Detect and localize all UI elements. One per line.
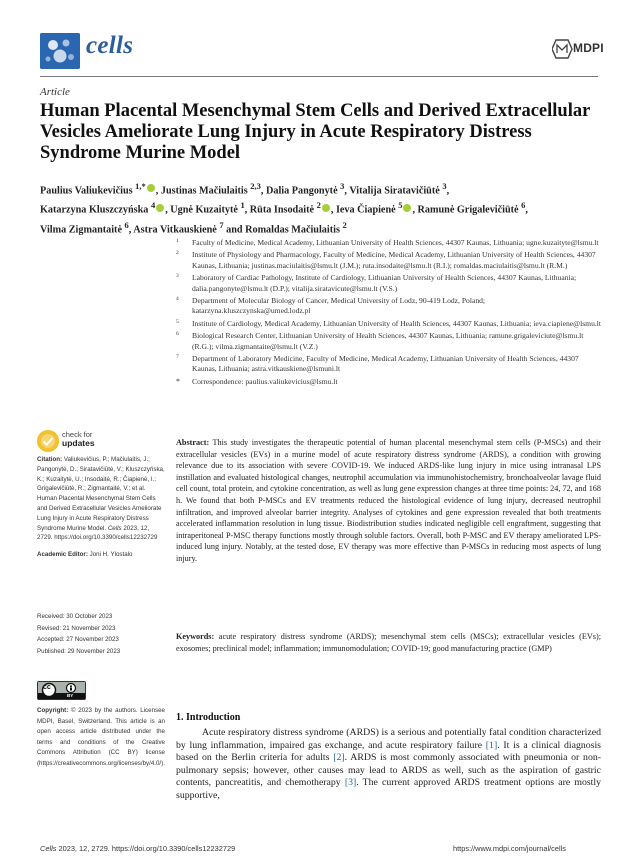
check-for-updates-icon[interactable] [37, 430, 59, 452]
intro-text: . The current approved ARDS treatment options are mostly supportive, [176, 777, 601, 801]
by-text: BY [67, 693, 74, 698]
affiliation-number: * [176, 376, 180, 386]
affiliation-item [176, 331, 601, 352]
citation-label: Citation: [37, 456, 63, 463]
affiliation-number: 7 [176, 354, 179, 361]
keywords-text: acute respiratory distress syndrome (ARDS); mesenchymal stem cells (MSCs); extracellular vesicles (EVs); exosomes; preclinical model; inflammation; immunomodulation; COVID-19; good manufacturing practice (GMP) [176, 632, 601, 653]
affiliation-item [176, 250, 601, 271]
author-sup: 3 [340, 181, 345, 191]
article-title: Human Placental Mesenchymal Stem Cells and Derived Extracellular Vesicles Ameliorate Lung Injury in Acute Respiratory Distress Syndrome Murine Model [40, 101, 590, 163]
author: Paulius Valiukevičius [40, 185, 136, 197]
author: , Ramunė Grigalevičiūtė [412, 204, 522, 216]
author-list: Paulius Valiukevičius $^{1,*}$ , Justinas Mačiulaitis $^{2,3}$, Dalia Pangonytė $^3$, Vitalija Siratavičiūtė $^3$, Katarzyna Kluszczyńska $^4$ , Ugnė Kuzaitytė $^1$, Rūta Insodaitė $^2$ , Ieva Čiapienė $^5$ , Ramunė Grigalevičiūtė $^6$, Vilma Zigmantaitė $^6$, Astra Vitkauskienė $^7$ and Romaldas Mačiulaitis $^2$ [40, 181, 528, 236]
citation-link[interactable]: [2] [333, 752, 345, 764]
author: , Astra Vitkauskienė [128, 224, 220, 236]
author-sup: 4 [150, 200, 156, 211]
affiliation-item [176, 319, 601, 329]
footer-citation [40, 844, 235, 853]
author: , Ugnė Kuzaitytė [165, 204, 241, 216]
affiliation-number: 3 [176, 273, 179, 280]
orcid-icon[interactable] [322, 204, 330, 212]
citation-text: Valiukevičius, P.; Mačiulaitis, J.; Pangonytė, D.; Siratavičiūtė, V.; Kluszczyńska, K.; Kuzaitytė, U.; Insodaitė, R.; Čiapienė, I.; Grigalevičiūtė, R.; Zigmantaitė, V.; et al. Human Placental Mesenchymal Stem Cells and Derived Extracellular Vesicles Ameliorate Lung Injury in Acute Respiratory Distress Syndrome Murine Model. [37, 456, 165, 532]
footer-doi[interactable]: 2023, 12, 2729. https://doi.org/10.3390/cells12232729 [56, 844, 236, 853]
orcid-icon[interactable] [156, 204, 164, 212]
correspondence-text[interactable]: Correspondence: paulius.valiukevicius@lsmu.lt [192, 376, 338, 386]
citation-link[interactable]: [3] [344, 777, 357, 789]
intro-text: . ARDS is most commonly associated with pneumonia or non-pulmonary sepsis; however, other causes may lead to ARDS as well, such as the aspiration of gastric contents, pancreatitis, and chemotherapy [176, 752, 601, 789]
section-heading: 1. Introduction [176, 712, 241, 723]
correspondence-item [176, 377, 601, 387]
date-revised: Revised: 21 November 2023 [37, 624, 116, 632]
abstract [176, 437, 601, 565]
academic-editor [37, 550, 165, 560]
copyright-text: © 2023 by the authors. Licensee MDPI, Basel, Switzerland. This article is an open access article distributed under the terms and conditions of the Creative Commons Attribution (CC BY) license (https://creativecommons.org/licenses/by/4.0/). [37, 707, 165, 767]
copyright-notice [37, 706, 165, 770]
copyright-label: Copyright: [37, 707, 69, 714]
date-published: Published: 29 November 2023 [37, 648, 121, 656]
article-type: Article [40, 86, 70, 98]
author: , Justinas Mačiulaitis [155, 185, 251, 197]
affiliation-item [176, 238, 601, 248]
abstract-text: This study investigates the therapeutic potential of human placental mesenchymal stem cells (P-MSCs) and their extracellular vesicles (EVs) in a murine model of acute respiratory distress syndrome (ARDS), a condition with growing relevance due to its association with severe COVID-19. We induced ARDS-like lung injury in mice using intranasal LPS instillation and evaluated histological changes, neutrophil accumulation via immunohistochemistry, bronchoalveolar lavage fluid cell count, total protein, and cytokine concentration, as well as lung gene expression changes at three time points: 24, 72, and 168 h. We found that both P-MSCs and EV treatments reduced the histological evidence of lung injury, decreased neutrophil infiltration, and improved alveolar barrier integrity. Analyses of cytokines and gene expression revealed that both treatments accelerated inflammation resolution in lung tissue. Biodistribution studies indicated negligible cell engraftment, suggesting that intraperitoneal P-MSC therapy functions mostly through soluble factors. Overall, both P-MSC and EV therapy ameliorated LPS-induced lung injury. Notably, at the tested dose, EV therapy was more effective than P-MSCs in reducing most aspects of lung injury. [176, 438, 601, 563]
affiliation-number: 6 [176, 331, 179, 338]
citation-journal: Cells [107, 524, 122, 532]
intro-text: . It is a clinical diagnosis based on the Berlin criteria for adults [176, 739, 601, 764]
author-sup: 7 [219, 219, 224, 230]
affiliations [176, 238, 601, 389]
affiliation-number: 2 [176, 250, 179, 257]
cells-logo-icon [40, 33, 80, 69]
editor-label: Academic Editor: [37, 551, 88, 559]
author-sup: 6 [124, 219, 129, 230]
affiliation-text: Institute of Cardiology, Medical Academy, Lithuanian University of Health Sciences, 44307 Kaunas, Lithuania; ieva.ciapiene@lsmu.lt [192, 318, 602, 328]
orcid-icon[interactable] [403, 204, 411, 212]
date-accepted: Accepted: 27 November 2023 [37, 636, 119, 644]
journal-name: cells [86, 32, 134, 59]
author-sup: 1,* [135, 181, 146, 191]
citation-block [37, 455, 165, 560]
mdpi-wordmark: MDPI [573, 41, 604, 55]
affiliation-number: 4 [176, 296, 179, 303]
citation-link[interactable]: [1] [485, 739, 498, 751]
author: , Rūta Insodaitė [244, 204, 317, 216]
footer-journal: Cells [40, 844, 57, 853]
header-divider [40, 76, 598, 77]
check-mark-icon [37, 430, 59, 452]
updates-label: updates [62, 438, 95, 448]
history-dates [37, 611, 167, 658]
affiliation-text: Institute of Physiology and Pharmacology, Faculty of Medicine, Medical Academy, Lithuanian University of Health Sciences, 44307 Kaunas, Lithuania; justinas.maciulaitis@lsmu.lt (J.M.); ruta.insodaite@lsmu.lt (R.I.); romaldas.maciulaitis@lsmu.lt (R.M.) [192, 250, 596, 270]
affiliation-number: 5 [176, 318, 179, 325]
author-sup: 6 [521, 200, 526, 211]
affiliation-text: Biological Research Center, Lithuanian University of Health Sciences, 44307 Kaunas, Lithuania; ramune.grigaleviciute@lsmu.lt (R.G.); vilma.zigmantaite@lsmu.lt (V.Z.) [192, 331, 584, 351]
author-sup: 2,3 [250, 181, 261, 191]
date-received: Received: 30 October 2023 [37, 613, 113, 620]
author: , Dalia Pangonytė [260, 185, 341, 197]
affiliation-item [176, 296, 601, 317]
keywords [176, 631, 601, 654]
author: Vilma Zigmantaitė [40, 224, 125, 236]
author-sup: 1 [240, 200, 245, 211]
mdpi-logo [552, 38, 608, 60]
cc-text: cc [43, 684, 51, 691]
journal-logo [40, 33, 80, 69]
affiliation-text: Faculty of Medicine, Medical Academy, Lithuanian University of Health Sciences, 44307 Kaunas, Lithuania; ugne.kuzaityte@lsmu.lt [192, 238, 599, 247]
affiliation-text: Department of Laboratory Medicine, Faculty of Medicine, Medical Academy, Lithuanian University of Health Sciences, 44307 Kaunas, Lithuania; astra.vitkauskiene@lsmuni.lt [192, 354, 579, 374]
affiliation-item [176, 354, 601, 375]
introduction-paragraph [176, 727, 601, 803]
affiliation-text: Department of Molecular Biology of Cancer, Medical University of Lodz, 90-419 Lodz, Poland; katarzyna.kluszczynska@umed.lodz.pl [192, 296, 486, 316]
affiliation-text: Laboratory of Cardiac Pathology, Institute of Cardiology, Lithuanian University of Health Sciences, 44307 Kaunas, Lithuania; dalia.pangonyte@lsmu.lt (D.P.); vitalija.siratavicute@lsmu.lt (V.S.) [192, 273, 577, 293]
citation-doi[interactable]: 2023, 12, 2729. https://doi.org/10.3390/cells12232729 [37, 524, 158, 542]
intro-text: Acute respiratory distress syndrome (ARDS) is a serious and potentially fatal condition characterized by lung inflammation, impaired gas exchange, and acute respiratory failure [176, 727, 601, 751]
keywords-label: Keywords: [176, 632, 215, 641]
check-for-label: check for [62, 430, 93, 439]
editor-name: Joni H. Ylostalo [87, 551, 133, 559]
footer-journal-url[interactable]: https://www.mdpi.com/journal/cells [453, 844, 566, 853]
author: Katarzyna Kluszczyńska [40, 204, 151, 216]
author-sup: 2 [342, 219, 347, 230]
author-sup: 3 [442, 181, 447, 191]
abstract-label: Abstract: [176, 438, 210, 447]
author: , Vitalija Siratavičiūtė [344, 185, 443, 197]
author: , Ieva Čiapienė [330, 204, 399, 216]
orcid-icon[interactable] [147, 184, 155, 192]
cc-by-license-badge[interactable] [37, 681, 86, 700]
affiliation-number: 1 [176, 238, 179, 244]
author: and Romaldas Mačiulaitis [223, 224, 343, 236]
affiliation-item [176, 273, 601, 294]
check-for-updates-button[interactable] [62, 430, 95, 448]
author-sup: 5 [398, 200, 403, 211]
author-sup: 2 [316, 200, 321, 211]
